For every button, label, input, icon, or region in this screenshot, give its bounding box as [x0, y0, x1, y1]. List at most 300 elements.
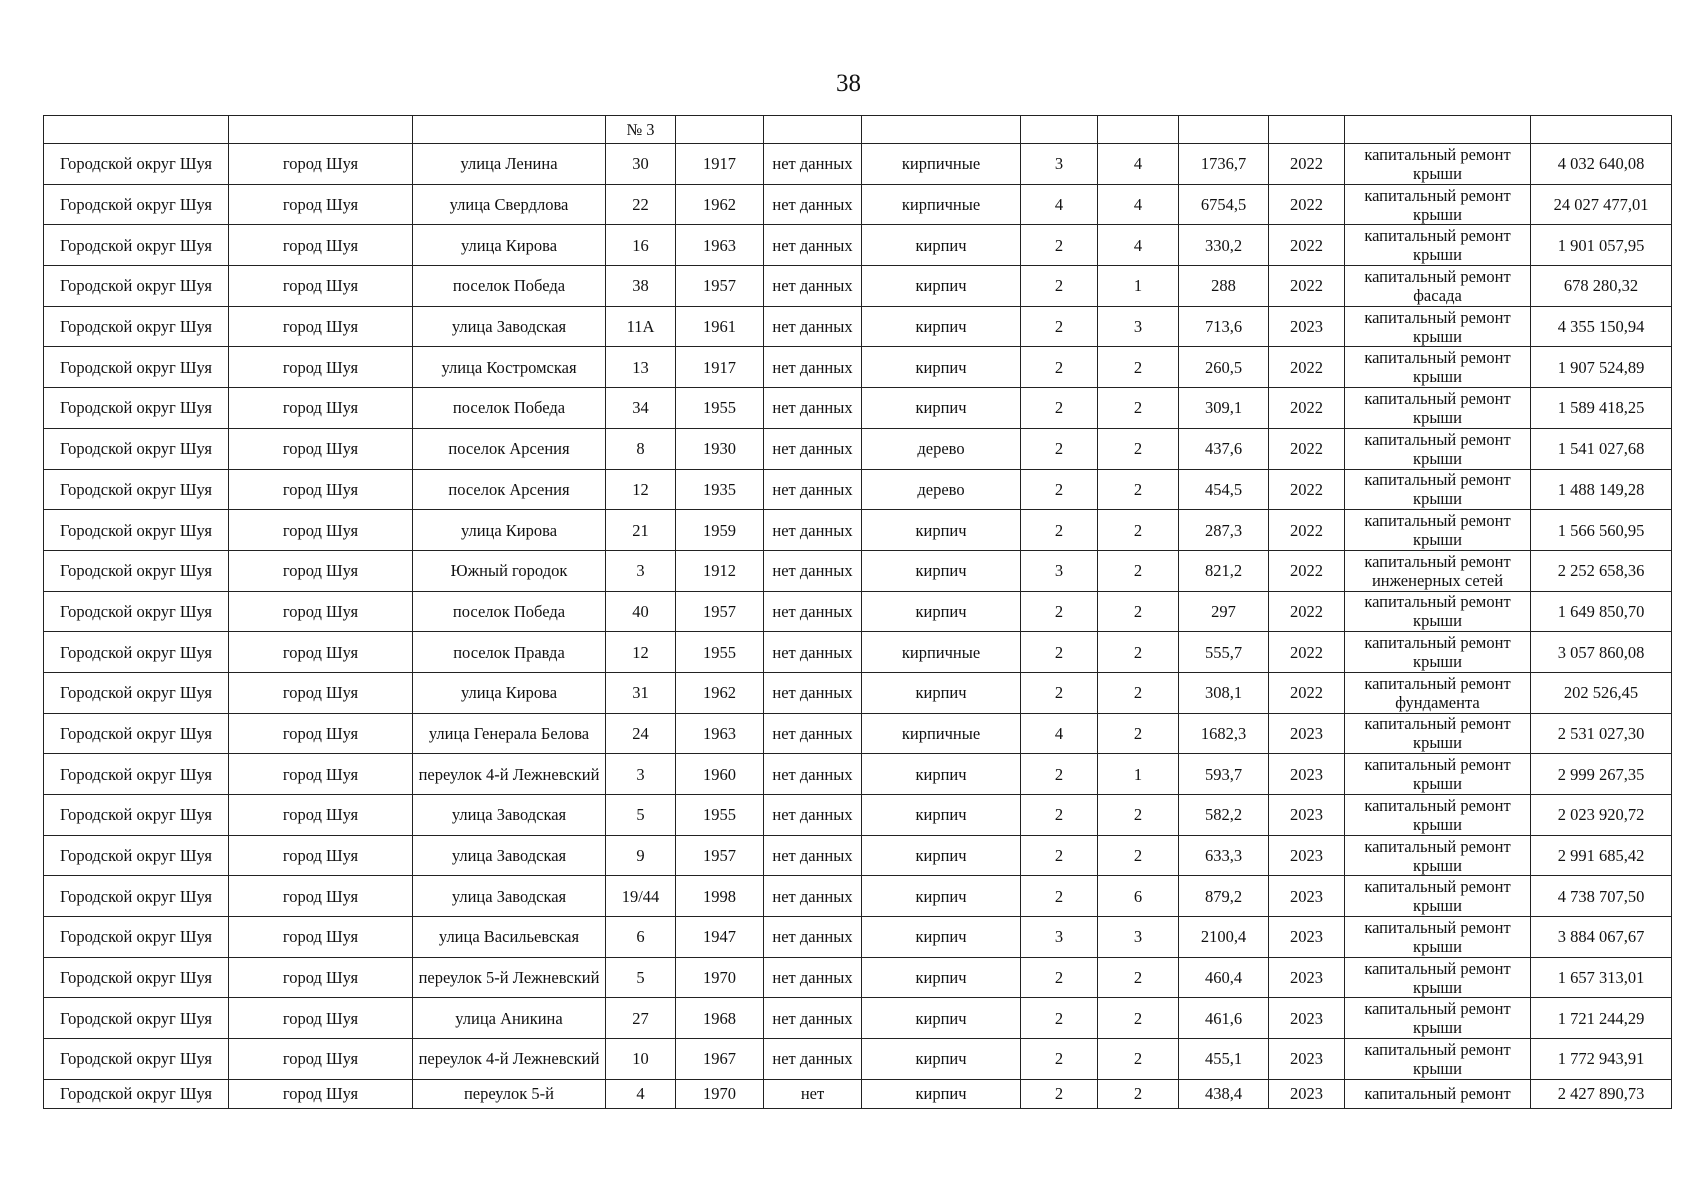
table-body — [44, 116, 1672, 1109]
cell-year-last-overhaul: нет данных — [764, 632, 862, 673]
cell-work-type: капитальный ремонт фасада — [1345, 266, 1531, 307]
cell-year-last-overhaul: нет данных — [764, 1039, 862, 1080]
cell-cost: 1 901 057,95 — [1531, 225, 1672, 266]
cell-wall-material: дерево — [862, 428, 1021, 469]
cell-year-planned: 2022 — [1269, 388, 1345, 429]
cell-year-planned: 2023 — [1269, 998, 1345, 1039]
cell-street: улица Заводская — [413, 876, 606, 917]
table-row — [44, 1039, 1672, 1080]
cell-street: переулок 5-й Лежневский — [413, 957, 606, 998]
cell-entrances: 3 — [1098, 917, 1179, 958]
cell-year-last-overhaul: нет данных — [764, 266, 862, 307]
cell-floors: 2 — [1021, 1039, 1098, 1080]
cell-cost: 1 488 149,28 — [1531, 469, 1672, 510]
cell-year-built: 1955 — [676, 388, 764, 429]
table-row — [44, 998, 1672, 1039]
cell-house-no: 6 — [606, 917, 676, 958]
table-row — [44, 957, 1672, 998]
cell-settlement: город Шуя — [229, 754, 413, 795]
cell-year-last-overhaul: нет данных — [764, 835, 862, 876]
cell-settlement: город Шуя — [229, 347, 413, 388]
cell-municipality: Городской округ Шуя — [44, 998, 229, 1039]
table-row — [44, 917, 1672, 958]
cell-entrances: 2 — [1098, 510, 1179, 551]
cell-settlement: город Шуя — [229, 428, 413, 469]
cell-entrances: 2 — [1098, 347, 1179, 388]
cell-house-no: 30 — [606, 144, 676, 185]
cell-entrances: 2 — [1098, 835, 1179, 876]
cell-cost: 2 999 267,35 — [1531, 754, 1672, 795]
cell-municipality: Городской округ Шуя — [44, 754, 229, 795]
cell-house-no: 10 — [606, 1039, 676, 1080]
cell-year-built: 1959 — [676, 510, 764, 551]
cell-cost — [1531, 116, 1672, 144]
cell-year-built: 1955 — [676, 632, 764, 673]
cell-house-no: 24 — [606, 713, 676, 754]
cell-year-last-overhaul: нет данных — [764, 795, 862, 836]
cell-wall-material: кирпич — [862, 917, 1021, 958]
cell-floors: 2 — [1021, 388, 1098, 429]
cell-cost: 1 541 027,68 — [1531, 428, 1672, 469]
cell-municipality: Городской округ Шуя — [44, 225, 229, 266]
cell-year-planned: 2022 — [1269, 469, 1345, 510]
cell-house-no: 27 — [606, 998, 676, 1039]
cell-municipality: Городской округ Шуя — [44, 347, 229, 388]
cell-year-built: 1968 — [676, 998, 764, 1039]
cell-year-last-overhaul: нет — [764, 1079, 862, 1108]
continuation-row — [44, 116, 1672, 144]
cell-year-built: 1957 — [676, 591, 764, 632]
cell-year-last-overhaul: нет данных — [764, 225, 862, 266]
cell-house-no: 16 — [606, 225, 676, 266]
cell-work-type: капитальный ремонт крыши — [1345, 591, 1531, 632]
cell-year-planned: 2023 — [1269, 957, 1345, 998]
cell-floors: 2 — [1021, 998, 1098, 1039]
table-row — [44, 876, 1672, 917]
cell-floors: 2 — [1021, 347, 1098, 388]
cell-cost: 2 991 685,42 — [1531, 835, 1672, 876]
cell-house-no: 3 — [606, 754, 676, 795]
cell-floors: 2 — [1021, 632, 1098, 673]
cell-street: улица Заводская — [413, 795, 606, 836]
cell-work-type: капитальный ремонт крыши — [1345, 347, 1531, 388]
cell-municipality: Городской округ Шуя — [44, 1079, 229, 1108]
cell-street: переулок 4-й Лежневский — [413, 754, 606, 795]
cell-municipality: Городской округ Шуя — [44, 306, 229, 347]
cell-municipality: Городской округ Шуя — [44, 713, 229, 754]
cell-municipality: Городской округ Шуя — [44, 957, 229, 998]
cell-work-type: капитальный ремонт крыши — [1345, 835, 1531, 876]
cell-year-built: 1947 — [676, 917, 764, 958]
cell-settlement: город Шуя — [229, 876, 413, 917]
cell-floors: 4 — [1021, 184, 1098, 225]
cell-year-last-overhaul: нет данных — [764, 469, 862, 510]
cell-municipality: Городской округ Шуя — [44, 266, 229, 307]
cell-cost: 1 657 313,01 — [1531, 957, 1672, 998]
cell-year-planned: 2023 — [1269, 754, 1345, 795]
cell-street: поселок Правда — [413, 632, 606, 673]
cell-entrances: 4 — [1098, 184, 1179, 225]
cell-year-built: 1912 — [676, 550, 764, 591]
cell-year-planned: 2022 — [1269, 144, 1345, 185]
cell-settlement: город Шуя — [229, 225, 413, 266]
table-row — [44, 225, 1672, 266]
cell-entrances — [1098, 116, 1179, 144]
cell-year-last-overhaul: нет данных — [764, 347, 862, 388]
cell-area: 330,2 — [1179, 225, 1269, 266]
cell-year-planned: 2023 — [1269, 1079, 1345, 1108]
cell-entrances: 3 — [1098, 306, 1179, 347]
cell-work-type: капитальный ремонт крыши — [1345, 917, 1531, 958]
cell-cost: 678 280,32 — [1531, 266, 1672, 307]
cell-floors: 2 — [1021, 306, 1098, 347]
cell-year-built: 1930 — [676, 428, 764, 469]
cell-wall-material: дерево — [862, 469, 1021, 510]
cell-wall-material: кирпич — [862, 1079, 1021, 1108]
table-row — [44, 672, 1672, 713]
cell-street: Южный городок — [413, 550, 606, 591]
cell-floors: 4 — [1021, 713, 1098, 754]
cell-municipality: Городской округ Шуя — [44, 184, 229, 225]
cell-entrances: 2 — [1098, 1039, 1179, 1080]
cell-floors: 3 — [1021, 917, 1098, 958]
cell-street: переулок 5-й — [413, 1079, 606, 1108]
cell-cost: 2 427 890,73 — [1531, 1079, 1672, 1108]
cell-wall-material: кирпич — [862, 835, 1021, 876]
cell-house-no: 12 — [606, 469, 676, 510]
cell-year-built: 1935 — [676, 469, 764, 510]
cell-cost: 4 032 640,08 — [1531, 144, 1672, 185]
cell-year-built: 1962 — [676, 672, 764, 713]
cell-street — [413, 116, 606, 144]
cell-settlement: город Шуя — [229, 917, 413, 958]
cell-area: 593,7 — [1179, 754, 1269, 795]
cell-year-last-overhaul: нет данных — [764, 510, 862, 551]
cell-street: поселок Победа — [413, 266, 606, 307]
cell-area: 1682,3 — [1179, 713, 1269, 754]
cell-wall-material: кирпич — [862, 998, 1021, 1039]
cell-area: 582,2 — [1179, 795, 1269, 836]
cell-floors: 2 — [1021, 225, 1098, 266]
cell-settlement: город Шуя — [229, 550, 413, 591]
cell-year-built: 1970 — [676, 957, 764, 998]
cell-street: улица Генерала Белова — [413, 713, 606, 754]
cell-house-no: 12 — [606, 632, 676, 673]
cell-year-built: 1963 — [676, 713, 764, 754]
cell-work-type: капитальный ремонт крыши — [1345, 388, 1531, 429]
cell-street: улица Кирова — [413, 510, 606, 551]
cell-work-type: капитальный ремонт крыши — [1345, 795, 1531, 836]
cell-area: 633,3 — [1179, 835, 1269, 876]
cell-floors: 2 — [1021, 591, 1098, 632]
cell-street: поселок Победа — [413, 591, 606, 632]
cell-entrances: 2 — [1098, 428, 1179, 469]
table-row — [44, 347, 1672, 388]
cell-municipality — [44, 116, 229, 144]
cell-house-no: 11А — [606, 306, 676, 347]
cell-work-type: капитальный ремонт крыши — [1345, 713, 1531, 754]
cell-year-planned: 2023 — [1269, 306, 1345, 347]
cell-settlement: город Шуя — [229, 266, 413, 307]
table-row — [44, 591, 1672, 632]
cell-municipality: Городской округ Шуя — [44, 144, 229, 185]
cell-municipality: Городской округ Шуя — [44, 550, 229, 591]
cell-work-type: капитальный ремонт фундамента — [1345, 672, 1531, 713]
cell-year-built: 1961 — [676, 306, 764, 347]
cell-street: улица Заводская — [413, 306, 606, 347]
cell-year-built: 1957 — [676, 266, 764, 307]
cell-municipality: Городской округ Шуя — [44, 428, 229, 469]
cell-street: поселок Победа — [413, 388, 606, 429]
cell-year-built: 1967 — [676, 1039, 764, 1080]
cell-year-planned: 2022 — [1269, 591, 1345, 632]
cell-year-last-overhaul: нет данных — [764, 672, 862, 713]
cell-wall-material: кирпич — [862, 876, 1021, 917]
cell-year-built: 1960 — [676, 754, 764, 795]
cell-house-no: 3 — [606, 550, 676, 591]
cell-cost: 1 907 524,89 — [1531, 347, 1672, 388]
table-row — [44, 510, 1672, 551]
cell-cost: 1 721 244,29 — [1531, 998, 1672, 1039]
cell-year-last-overhaul: нет данных — [764, 957, 862, 998]
cell-floors: 2 — [1021, 835, 1098, 876]
cell-house-no: 9 — [606, 835, 676, 876]
table-row — [44, 795, 1672, 836]
cell-cost: 2 252 658,36 — [1531, 550, 1672, 591]
cell-year-built: 1917 — [676, 144, 764, 185]
cell-municipality: Городской округ Шуя — [44, 917, 229, 958]
cell-wall-material: кирпичные — [862, 144, 1021, 185]
table-row — [44, 428, 1672, 469]
cell-work-type: капитальный ремонт — [1345, 1079, 1531, 1108]
cell-street: улица Ленина — [413, 144, 606, 185]
cell-year-planned: 2022 — [1269, 428, 1345, 469]
cell-cost: 3 884 067,67 — [1531, 917, 1672, 958]
cell-area: 454,5 — [1179, 469, 1269, 510]
cell-cost: 202 526,45 — [1531, 672, 1672, 713]
cell-settlement: город Шуя — [229, 957, 413, 998]
cell-wall-material: кирпич — [862, 550, 1021, 591]
cell-house-no: 4 — [606, 1079, 676, 1108]
cell-settlement: город Шуя — [229, 672, 413, 713]
page-number: 38 — [836, 70, 861, 97]
cell-area: 1736,7 — [1179, 144, 1269, 185]
table-row — [44, 388, 1672, 429]
cell-house-no: 21 — [606, 510, 676, 551]
table-row — [44, 469, 1672, 510]
cell-cost: 24 027 477,01 — [1531, 184, 1672, 225]
table-row — [44, 632, 1672, 673]
cell-cost: 3 057 860,08 — [1531, 632, 1672, 673]
cell-settlement: город Шуя — [229, 795, 413, 836]
cell-floors: 2 — [1021, 1079, 1098, 1108]
cell-entrances: 2 — [1098, 795, 1179, 836]
cell-wall-material: кирпичные — [862, 713, 1021, 754]
cell-floors: 2 — [1021, 266, 1098, 307]
cell-wall-material: кирпич — [862, 510, 1021, 551]
cell-house-no: 13 — [606, 347, 676, 388]
cell-wall-material: кирпич — [862, 957, 1021, 998]
cell-year-built: 1962 — [676, 184, 764, 225]
cell-street: улица Кирова — [413, 225, 606, 266]
cell-settlement: город Шуя — [229, 388, 413, 429]
cell-street: поселок Арсения — [413, 428, 606, 469]
cell-year-built: 1955 — [676, 795, 764, 836]
cell-area: 460,4 — [1179, 957, 1269, 998]
cell-entrances: 2 — [1098, 1079, 1179, 1108]
cell-floors: 2 — [1021, 957, 1098, 998]
cell-area: 879,2 — [1179, 876, 1269, 917]
cell-area: 6754,5 — [1179, 184, 1269, 225]
cell-work-type: капитальный ремонт крыши — [1345, 428, 1531, 469]
table-row — [44, 184, 1672, 225]
cell-municipality: Городской округ Шуя — [44, 510, 229, 551]
cell-area: 287,3 — [1179, 510, 1269, 551]
cell-wall-material — [862, 116, 1021, 144]
cell-floors: 2 — [1021, 510, 1098, 551]
cell-wall-material: кирпич — [862, 266, 1021, 307]
cell-house-no: 34 — [606, 388, 676, 429]
cell-entrances: 2 — [1098, 998, 1179, 1039]
cell-year-planned: 2022 — [1269, 347, 1345, 388]
cell-house-no: 5 — [606, 795, 676, 836]
cell-area: 821,2 — [1179, 550, 1269, 591]
cell-area: 309,1 — [1179, 388, 1269, 429]
cell-work-type: капитальный ремонт крыши — [1345, 998, 1531, 1039]
cell-cost: 2 531 027,30 — [1531, 713, 1672, 754]
cell-year-planned: 2022 — [1269, 550, 1345, 591]
cell-cost: 2 023 920,72 — [1531, 795, 1672, 836]
cell-entrances: 2 — [1098, 388, 1179, 429]
cell-year-last-overhaul: нет данных — [764, 550, 862, 591]
cell-entrances: 2 — [1098, 550, 1179, 591]
cell-entrances: 2 — [1098, 632, 1179, 673]
cell-street: улица Кирова — [413, 672, 606, 713]
cell-settlement: город Шуя — [229, 1039, 413, 1080]
cell-wall-material: кирпичные — [862, 184, 1021, 225]
cell-year-last-overhaul: нет данных — [764, 184, 862, 225]
cell-work-type: капитальный ремонт крыши — [1345, 306, 1531, 347]
cell-cost: 1 566 560,95 — [1531, 510, 1672, 551]
cell-wall-material: кирпичные — [862, 632, 1021, 673]
cell-settlement: город Шуя — [229, 1079, 413, 1108]
cell-year-planned: 2022 — [1269, 225, 1345, 266]
cell-year-last-overhaul: нет данных — [764, 754, 862, 795]
cell-cost: 1 589 418,25 — [1531, 388, 1672, 429]
cell-municipality: Городской округ Шуя — [44, 672, 229, 713]
cell-street: улица Аникина — [413, 998, 606, 1039]
cell-year-planned: 2023 — [1269, 1039, 1345, 1080]
cell-house-no: 8 — [606, 428, 676, 469]
cell-floors: 2 — [1021, 876, 1098, 917]
cell-house-no: 40 — [606, 591, 676, 632]
cell-settlement: город Шуя — [229, 144, 413, 185]
cell-year-planned: 2023 — [1269, 876, 1345, 917]
cell-year-last-overhaul: нет данных — [764, 428, 862, 469]
cell-year-planned: 2022 — [1269, 510, 1345, 551]
cell-work-type: капитальный ремонт крыши — [1345, 957, 1531, 998]
cell-floors: 2 — [1021, 672, 1098, 713]
cell-settlement: город Шуя — [229, 510, 413, 551]
cell-year-planned: 2022 — [1269, 672, 1345, 713]
table-row — [44, 266, 1672, 307]
cell-wall-material: кирпич — [862, 1039, 1021, 1080]
cell-area: 2100,4 — [1179, 917, 1269, 958]
cell-settlement: город Шуя — [229, 632, 413, 673]
cell-area: 437,6 — [1179, 428, 1269, 469]
cell-year-last-overhaul — [764, 116, 862, 144]
cell-year-last-overhaul: нет данных — [764, 306, 862, 347]
cell-area: 555,7 — [1179, 632, 1269, 673]
cell-settlement: город Шуя — [229, 469, 413, 510]
cell-wall-material: кирпич — [862, 754, 1021, 795]
cell-work-type: капитальный ремонт крыши — [1345, 144, 1531, 185]
cell-area: 461,6 — [1179, 998, 1269, 1039]
cell-settlement — [229, 116, 413, 144]
cell-year-planned — [1269, 116, 1345, 144]
cell-wall-material: кирпич — [862, 672, 1021, 713]
cell-area: 455,1 — [1179, 1039, 1269, 1080]
cell-house-no: 31 — [606, 672, 676, 713]
cell-year-built — [676, 116, 764, 144]
table-row — [44, 835, 1672, 876]
cell-street: поселок Арсения — [413, 469, 606, 510]
cell-work-type: капитальный ремонт крыши — [1345, 1039, 1531, 1080]
cell-entrances: 4 — [1098, 225, 1179, 266]
cell-year-last-overhaul: нет данных — [764, 998, 862, 1039]
cell-municipality: Городской округ Шуя — [44, 591, 229, 632]
cell-year-planned: 2022 — [1269, 632, 1345, 673]
cell-year-planned: 2022 — [1269, 184, 1345, 225]
cell-municipality: Городской округ Шуя — [44, 469, 229, 510]
cell-cost: 4 355 150,94 — [1531, 306, 1672, 347]
cell-settlement: город Шуя — [229, 998, 413, 1039]
cell-year-built: 1957 — [676, 835, 764, 876]
cell-municipality: Городской округ Шуя — [44, 388, 229, 429]
table-row — [44, 550, 1672, 591]
cell-work-type: капитальный ремонт крыши — [1345, 754, 1531, 795]
cell-floors: 3 — [1021, 550, 1098, 591]
table-row — [44, 144, 1672, 185]
cell-house-no: 5 — [606, 957, 676, 998]
cell-street: переулок 4-й Лежневский — [413, 1039, 606, 1080]
cell-year-built: 1963 — [676, 225, 764, 266]
cell-year-built: 1970 — [676, 1079, 764, 1108]
cell-cost: 4 738 707,50 — [1531, 876, 1672, 917]
cell-work-type: капитальный ремонт крыши — [1345, 632, 1531, 673]
cell-area: 438,4 — [1179, 1079, 1269, 1108]
cell-work-type — [1345, 116, 1531, 144]
cell-area: 260,5 — [1179, 347, 1269, 388]
cell-street: улица Костромская — [413, 347, 606, 388]
cell-area: 288 — [1179, 266, 1269, 307]
cell-municipality: Городской округ Шуя — [44, 1039, 229, 1080]
cell-entrances: 2 — [1098, 469, 1179, 510]
cell-settlement: город Шуя — [229, 306, 413, 347]
cell-wall-material: кирпич — [862, 347, 1021, 388]
cell-municipality: Городской округ Шуя — [44, 876, 229, 917]
cell-work-type: капитальный ремонт крыши — [1345, 225, 1531, 266]
cell-year-last-overhaul: нет данных — [764, 591, 862, 632]
cell-year-planned: 2023 — [1269, 835, 1345, 876]
cell-work-type: капитальный ремонт инженерных сетей — [1345, 550, 1531, 591]
cell-year-last-overhaul: нет данных — [764, 388, 862, 429]
cell-year-last-overhaul: нет данных — [764, 876, 862, 917]
cell-house-no: 22 — [606, 184, 676, 225]
cell-entrances: 2 — [1098, 672, 1179, 713]
cell-area: 308,1 — [1179, 672, 1269, 713]
cell-cost: 1 772 943,91 — [1531, 1039, 1672, 1080]
